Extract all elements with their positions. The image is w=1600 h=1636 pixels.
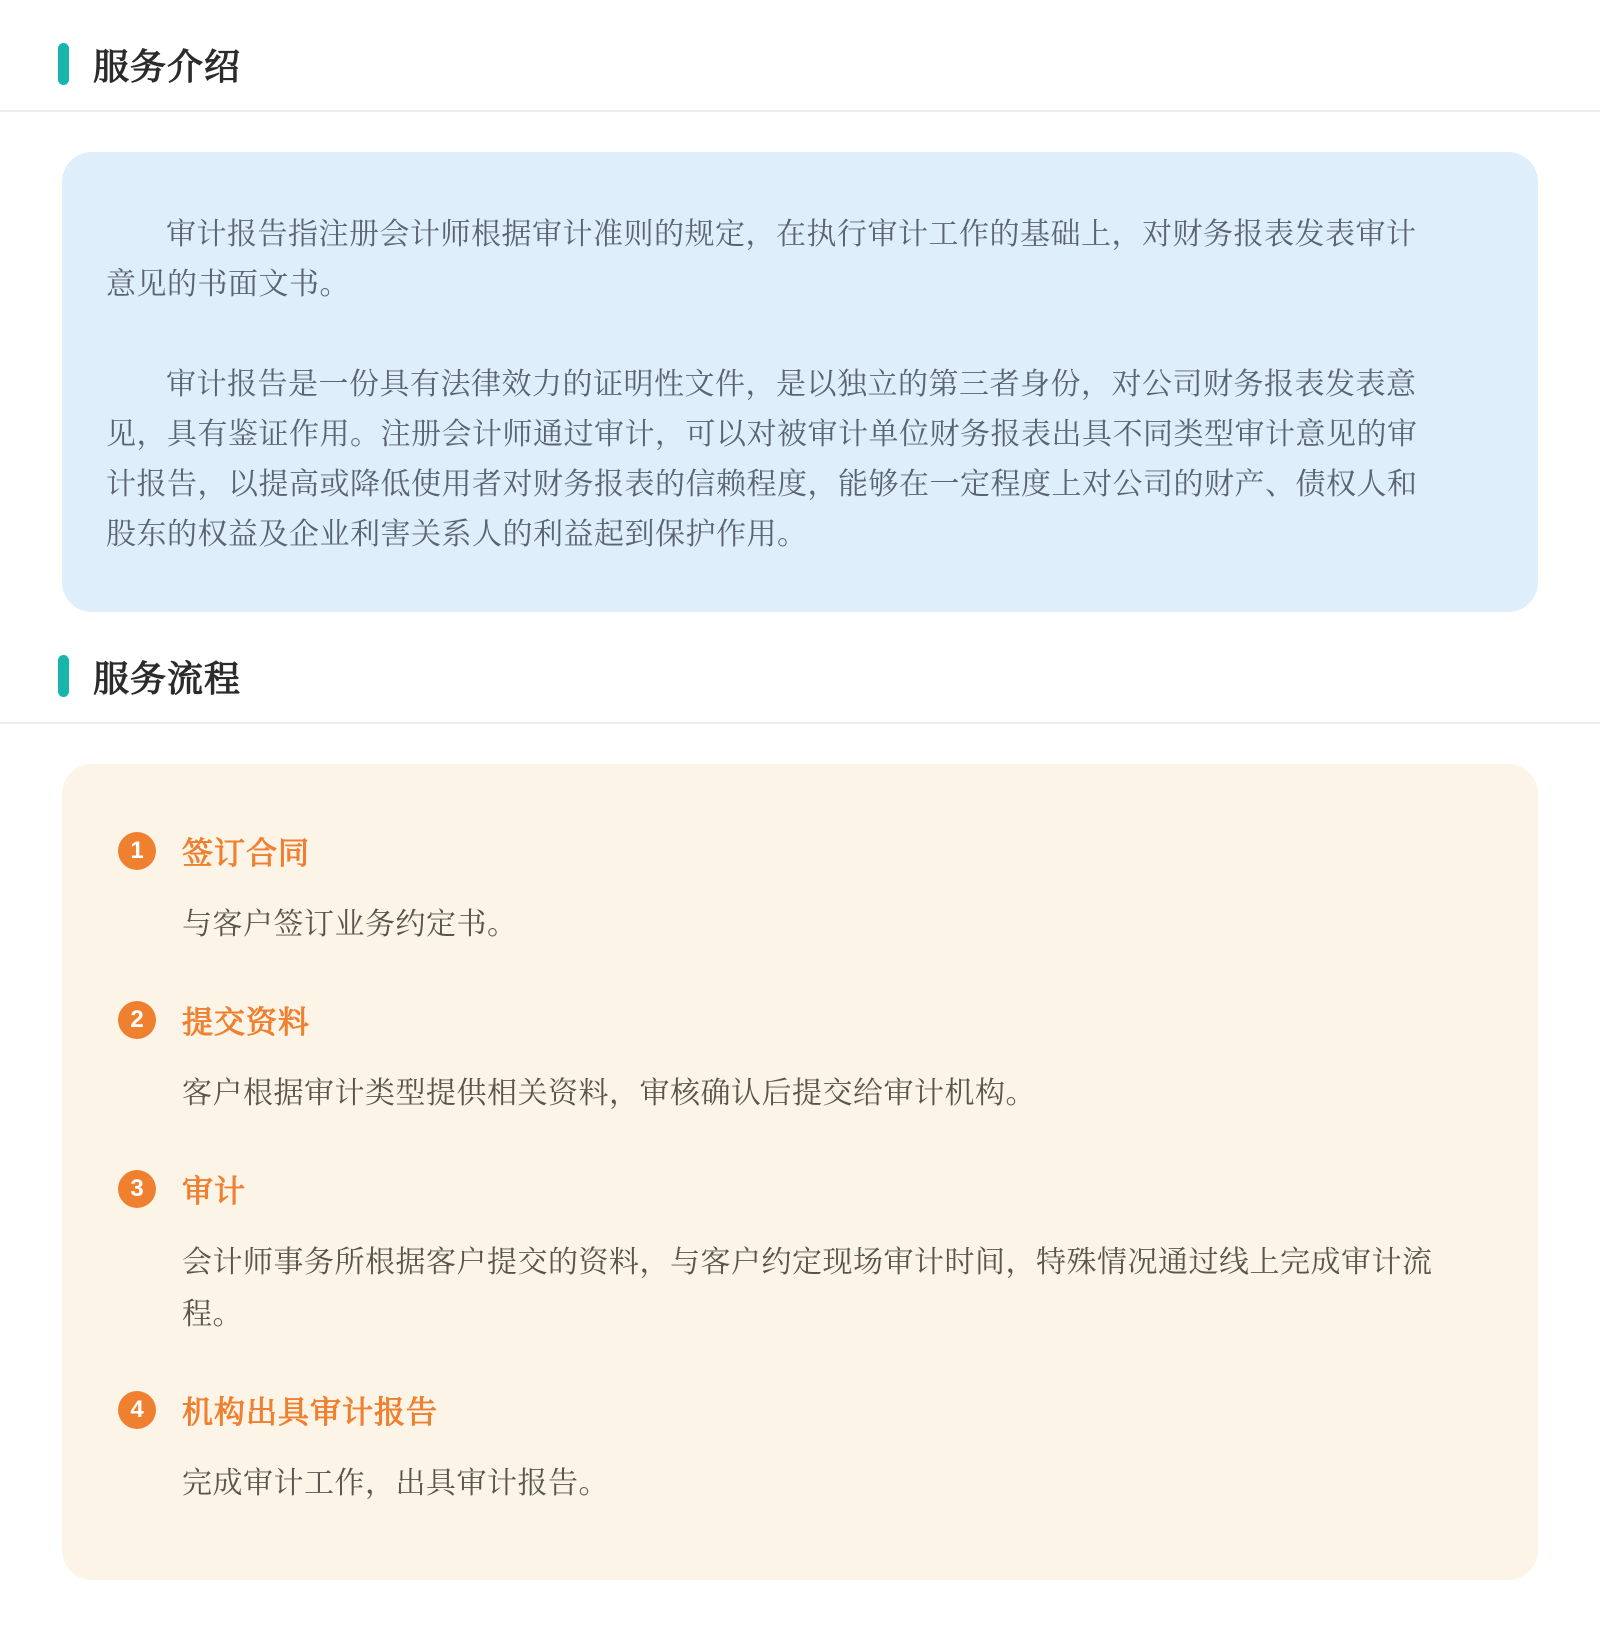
- section-service-intro: [0, 42, 1600, 612]
- process-step-2: [118, 997, 1482, 1120]
- step-number-badge: 3: [118, 1170, 156, 1208]
- step-header: [118, 828, 1482, 873]
- section-header-intro: [0, 42, 1600, 86]
- step-title: 机构出具审计报告: [182, 1395, 438, 1430]
- section-title-process: 服务流程: [93, 657, 242, 699]
- step-description: 完成审计工作，出具审计报告。: [182, 1467, 609, 1500]
- step-title: 审计: [182, 1174, 246, 1209]
- section-service-process: [0, 654, 1600, 1580]
- process-card: [62, 764, 1538, 1580]
- divider: [0, 110, 1600, 112]
- section-header-process: [0, 654, 1600, 698]
- divider: [0, 722, 1600, 724]
- step-title: 签订合同: [182, 836, 310, 871]
- step-description: 与客户签订业务约定书。: [182, 908, 518, 941]
- process-step-3: [118, 1166, 1482, 1341]
- process-step-4: [118, 1387, 1482, 1510]
- step-header: [118, 1387, 1482, 1432]
- step-description: 会计师事务所根据客户提交的资料，与客户约定现场审计时间，特殊情况通过线上完成审计流程。: [182, 1246, 1433, 1331]
- step-header: [118, 997, 1482, 1042]
- teal-accent-bar-icon: [58, 43, 69, 85]
- teal-accent-bar-icon: [58, 655, 69, 697]
- step-title: 提交资料: [182, 1005, 310, 1040]
- process-step-1: [118, 828, 1482, 951]
- step-description: 客户根据审计类型提供相关资料，审核确认后提交给审计机构。: [182, 1077, 1036, 1110]
- section-title-intro: 服务介绍: [93, 45, 242, 87]
- intro-paragraph-1: 审计报告指注册会计师根据审计准则的规定，在执行审计工作的基础上，对财务报表发表审计意见的书面文书。: [106, 218, 1417, 301]
- step-number-badge: 2: [118, 1001, 156, 1039]
- step-header: [118, 1166, 1482, 1211]
- step-number-badge: 4: [118, 1391, 156, 1429]
- step-number-badge: 1: [118, 832, 156, 870]
- intro-card: [62, 152, 1538, 612]
- intro-paragraph-2: 审计报告是一份具有法律效力的证明性文件，是以独立的第三者身份，对公司财务报表发表意见，具有鉴证作用。注册会计师通过审计，可以对被审计单位财务报表出具不同类型审计意见的审计报告，以提高或降低使用者对财务报表的信赖程度，能够在一定程度上对公司的财产、债权人和股东的权益及企业利害关系人的利益起到保护作用。: [106, 368, 1418, 551]
